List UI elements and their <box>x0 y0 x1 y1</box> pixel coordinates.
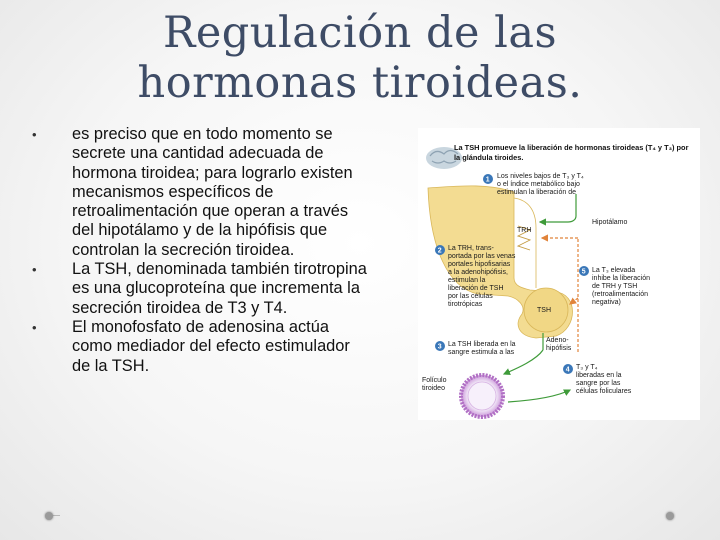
step-1 <box>483 173 584 196</box>
step-4-text: liberadas en la <box>576 372 622 379</box>
step-4-number: 4 <box>565 366 570 374</box>
step-4-text: células foliculares <box>576 388 632 395</box>
step-2-text: portales hipofisarias <box>448 261 511 268</box>
slide-title <box>60 8 660 108</box>
step-5-text: de TRH y TSH <box>592 283 638 290</box>
hipotalamo-label: Hipotálamo <box>592 219 628 226</box>
step-5-text: inhibe la liberación <box>592 275 650 282</box>
step-3-text: La TSH liberada en la <box>448 341 516 348</box>
step-2-text: tirotrópicas <box>448 301 483 308</box>
bullet-dot: • <box>32 319 37 335</box>
tsh-label: TSH <box>537 307 551 314</box>
step-1-text: o el índice metabólico bajo <box>497 181 580 188</box>
trh-label: TRH <box>517 227 532 234</box>
step-2-text: estimulan la <box>448 277 486 284</box>
step-5-text: negativa) <box>592 299 621 306</box>
step-1-text: Los niveles bajos de T₃ y T₄ <box>497 173 584 180</box>
figure-header-line-2: la glándula tiroides. <box>454 153 524 162</box>
step-4-text: T₃ y T₄ <box>576 364 598 371</box>
step-2-text: portada por las venas <box>448 253 516 260</box>
adenohipofisis-label: Adeno- <box>546 337 569 344</box>
step-1-number: 1 <box>485 176 490 184</box>
bullet-dot: • <box>32 127 37 142</box>
step-2-text: por las células <box>448 293 493 300</box>
thyroid-regulation-figure <box>418 128 700 420</box>
prev-slide-dot[interactable] <box>45 512 53 520</box>
bullet-text: La TSH, denominada también tirotropina es una glucoproteína que incrementa la secreción tiroidea de T3 y T4. <box>72 260 367 317</box>
foliculo-label: tiroideo <box>422 385 445 392</box>
title-line-1: Regulación de las <box>162 8 558 58</box>
step-2-text: liberación de TSH <box>448 285 504 292</box>
bullet-dot: • <box>32 262 37 278</box>
footer-rule-left <box>52 515 60 516</box>
step-2-text: a la adenohipófisis, <box>448 269 508 276</box>
foliculo-label: Folículo <box>422 377 447 384</box>
title-line-2: hormonas tiroideas. <box>137 58 583 108</box>
step-1-text: estimulan la liberación de <box>497 189 576 196</box>
step-2-text: La TRH, trans- <box>448 245 494 252</box>
step-5 <box>579 266 650 306</box>
next-slide-dot[interactable] <box>666 512 674 520</box>
bullet-item <box>32 125 372 260</box>
bullet-item <box>32 260 372 318</box>
figure-header-line-1: La TSH promueve la liberación de hormonas tiroideas (T₄ y T₃) por <box>454 143 689 152</box>
bullet-item <box>32 318 372 376</box>
bullet-text: es preciso que en todo momento se secrete una cantidad adecuada de hormona tiroidea; para lograrlo existen mecanismos específicos de retroalimentación que operan a través del hipotálamo y de la hipófisis que controlan la secreción tiroidea. <box>72 125 353 259</box>
step-4 <box>563 364 632 395</box>
figure-svg <box>418 128 700 420</box>
bullet-list <box>32 125 372 376</box>
step-3-text: sangre estimula a las <box>448 349 515 356</box>
bullet-text: El monofosfato de adenosina actúa como mediador del efecto estimulador de la TSH. <box>72 317 350 375</box>
step-5-text: La T₃ elevada <box>592 267 636 274</box>
step-2-number: 2 <box>437 247 442 255</box>
step-3 <box>435 341 516 356</box>
step-3-number: 3 <box>437 343 442 351</box>
step-5-number: 5 <box>581 268 586 276</box>
step-4-text: sangre por las <box>576 380 621 387</box>
adenohipofisis-label: hipófisis <box>546 345 572 352</box>
step-5-text: (retroalimentación <box>592 291 649 298</box>
thyroid-follicle <box>461 375 503 417</box>
